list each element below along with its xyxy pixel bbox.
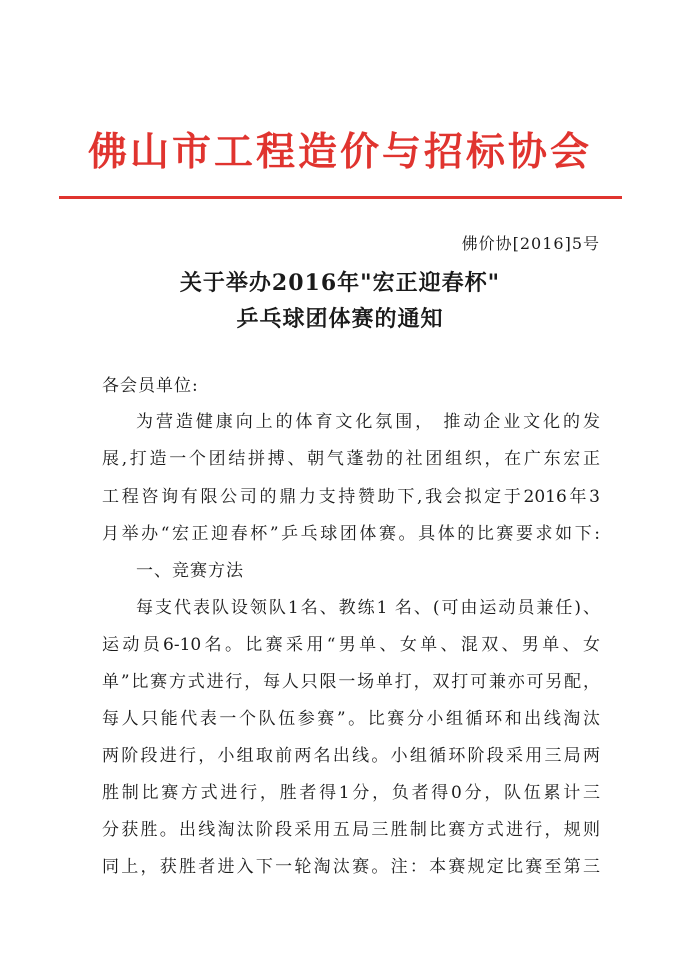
document-number: 佛价协[2016]5号 — [461, 234, 600, 253]
body-paragraph-line: 展,打造一个团结拼搏、朝气蓬勃的社团组织，在广东宏正 — [102, 449, 600, 469]
body-paragraph-line: 分获胜。出线淘汰阶段采用五局三胜制比赛方式进行，规则 — [102, 820, 600, 840]
body-paragraph-line: 月举办“宏正迎春杯”乒乓球团体赛。具体的比赛要求如下: — [102, 524, 600, 544]
notice-title-line-2: 乒乓球团体赛的通知 — [236, 306, 444, 332]
body-paragraph-line: 每人只能代表一个队伍参赛”。比赛分小组循环和出线淘汰 — [102, 709, 600, 729]
body-paragraph-line: 工程咨询有限公司的鼎力支持赞助下,我会拟定于2016年3 — [102, 487, 600, 507]
body-paragraph-line: 同上，获胜者进入下一轮淘汰赛。注：本赛规定比赛至第三 — [102, 857, 600, 877]
salutation: 各会员单位: — [102, 376, 199, 396]
section-heading: 一、竞赛方法 — [136, 561, 244, 581]
notice-title-line-1: 关于举办2016年"宏正迎春杯" — [179, 270, 501, 296]
body-paragraph-line: 每支代表队设领队1名、教练1 名、(可由运动员兼任)、 — [136, 598, 600, 618]
body-paragraph-line: 两阶段进行，小组取前两名出线。小组循环阶段采用三局两 — [102, 746, 600, 766]
body-paragraph-line: 为营造健康向上的体育文化氛围， 推动企业文化的发 — [136, 412, 600, 432]
body-paragraph-line: 单”比赛方式进行，每人只限一场单打，双打可兼亦可另配， — [102, 672, 600, 692]
header-divider — [59, 196, 622, 199]
body-paragraph-line: 胜制比赛方式进行，胜者得1分，负者得0分，队伍累计三 — [102, 783, 600, 803]
body-paragraph-line: 运动员6-10名。比赛采用“男单、女单、混双、男单、女 — [102, 635, 600, 655]
organization-header: 佛山市工程造价与招标协会 — [87, 129, 592, 175]
